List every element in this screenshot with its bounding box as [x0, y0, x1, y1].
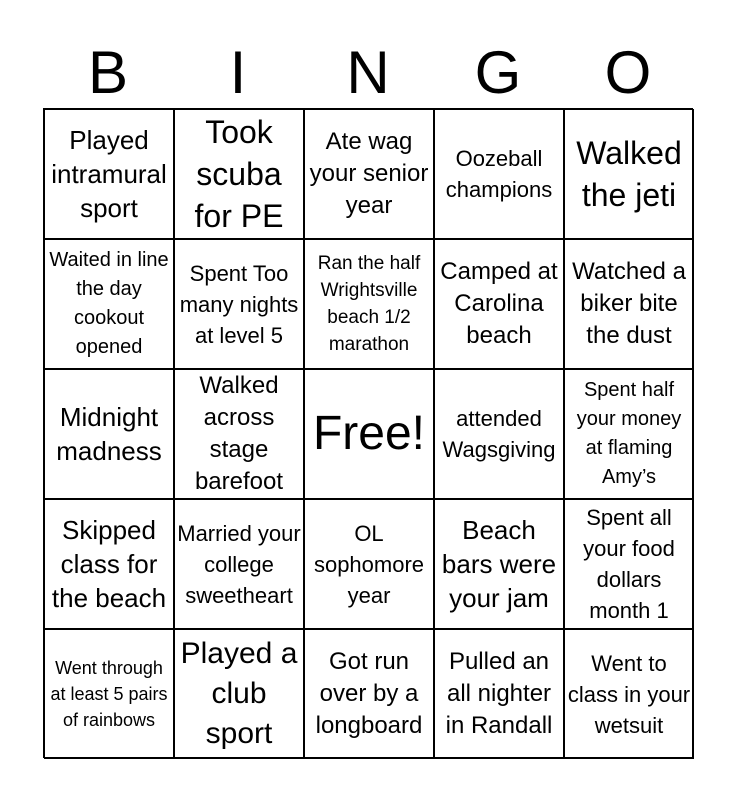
bingo-cell[interactable]: [44, 109, 174, 239]
cell-text: Camped at Carolina beach: [440, 258, 558, 349]
bingo-cell[interactable]: [44, 629, 174, 759]
cell-text: Ate wag your senior year: [309, 128, 429, 219]
bingo-cell[interactable]: [44, 369, 174, 499]
bingo-cell[interactable]: [174, 109, 304, 239]
bingo-cell[interactable]: [434, 499, 564, 629]
bingo-free-cell[interactable]: [304, 369, 434, 499]
cell-text: Spent half your money at flaming Amy’s: [576, 379, 682, 488]
cell-text: attended Wagsgiving: [442, 406, 556, 462]
cell-text: Played intramural sport: [51, 125, 167, 223]
bingo-cell[interactable]: [44, 239, 174, 369]
cell-text: Walked across stage barefoot: [194, 372, 284, 495]
header-letter-o: O: [604, 39, 652, 106]
cell-text: Watched a biker bite the dust: [572, 258, 686, 349]
cell-text: Went to class in your wetsuit: [567, 650, 691, 738]
bingo-cell[interactable]: [174, 499, 304, 629]
bingo-cell[interactable]: [434, 369, 564, 499]
bingo-cell[interactable]: [44, 499, 174, 629]
cell-text: Free!: [312, 407, 426, 460]
cell-text: Walked the jeti: [576, 135, 682, 213]
bingo-cell[interactable]: [174, 369, 304, 499]
cell-text: Skipped class for the beach: [51, 515, 167, 613]
bingo-cell[interactable]: [434, 109, 564, 239]
cell-text: Spent all your food dollars month 1: [583, 505, 675, 623]
bingo-cell[interactable]: [174, 629, 304, 759]
header-letter-g: G: [474, 39, 522, 106]
bingo-cell[interactable]: [564, 629, 694, 759]
cell-text: Beach bars were your jam: [441, 515, 557, 613]
bingo-cell[interactable]: [304, 239, 434, 369]
bingo-cell[interactable]: [434, 629, 564, 759]
cell-text: OL sophomore year: [313, 520, 425, 608]
header-letter-i: I: [229, 39, 247, 106]
cell-text: Took scuba for PE: [194, 114, 284, 234]
header-letter-n: N: [346, 39, 390, 106]
bingo-cell[interactable]: [434, 239, 564, 369]
bingo-cell[interactable]: [564, 109, 694, 239]
bingo-cell[interactable]: [564, 499, 694, 629]
header-letter-b: B: [87, 39, 129, 106]
cell-text: Ran the half Wrightsville beach 1/2 marathon: [317, 253, 421, 355]
cell-text: Oozeball champions: [445, 146, 553, 202]
bingo-cell[interactable]: [304, 499, 434, 629]
bingo-cell[interactable]: [304, 629, 434, 759]
cell-text: Waited in line the day cookout opened: [49, 249, 169, 358]
cell-text: Spent Too many nights at level 5: [179, 260, 299, 348]
cell-text: Married your college sweetheart: [177, 520, 301, 608]
bingo-header: [43, 38, 693, 108]
bingo-cell[interactable]: [564, 239, 694, 369]
bingo-cell[interactable]: [564, 369, 694, 499]
cell-text: Pulled an all nighter in Randall: [445, 648, 553, 739]
cell-text: Went through at least 5 pairs of rainbows: [50, 658, 168, 730]
bingo-cell[interactable]: [304, 109, 434, 239]
cell-text: Played a club sport: [180, 637, 298, 750]
cell-text: Midnight madness: [56, 402, 162, 466]
bingo-grid: [43, 108, 693, 758]
cell-text: Got run over by a longboard: [315, 648, 423, 739]
bingo-cell[interactable]: [174, 239, 304, 369]
